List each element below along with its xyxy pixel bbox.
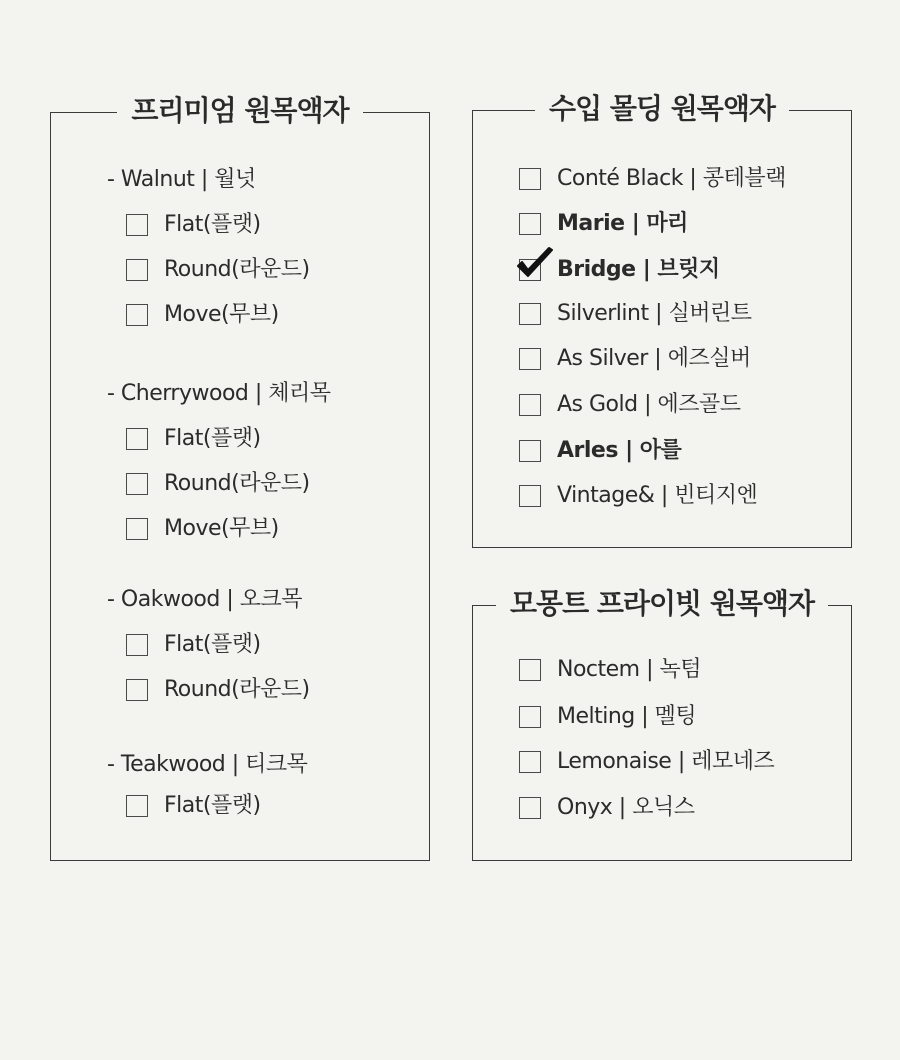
checkbox[interactable] [126,428,148,450]
group-teakwood-heading: - Teakwood | 티크목 [107,752,308,777]
checkmark-icon [516,246,556,282]
option-bridge[interactable]: Bridge | 브릿지 [519,255,720,285]
option-as-gold[interactable]: As Gold | 에즈골드 [519,390,741,420]
option-cherrywood-move[interactable]: Move(무브) [126,514,279,544]
option-onyx[interactable]: Onyx | 오닉스 [519,793,694,823]
option-cherrywood-flat[interactable]: Flat(플랫) [126,424,261,454]
option-as-silver[interactable]: As Silver | 에즈실버 [519,344,751,374]
option-teakwood-flat[interactable]: Flat(플랫) [126,791,261,821]
option-silverlint[interactable]: Silverlint | 실버린트 [519,299,752,329]
checkbox[interactable] [126,304,148,326]
group-oakwood-heading: - Oakwood | 오크목 [107,587,303,612]
option-vintage[interactable]: Vintage& | 빈티지엔 [519,481,757,511]
checkbox[interactable] [519,348,541,370]
option-oakwood-flat[interactable]: Flat(플랫) [126,630,261,660]
option-noctem[interactable]: Noctem | 녹텀 [519,655,701,685]
group-walnut-heading: - Walnut | 월넛 [107,167,256,192]
checkbox[interactable] [519,485,541,507]
premium-frame-panel [50,94,430,861]
checkbox[interactable] [519,706,541,728]
checkbox-checked[interactable] [519,259,541,281]
checkbox[interactable] [126,214,148,236]
option-oakwood-round[interactable]: Round(라운드) [126,675,310,705]
checkbox[interactable] [519,303,541,325]
option-lemonaise[interactable]: Lemonaise | 레모네즈 [519,747,774,777]
option-conte-black[interactable]: Conté Black | 콩테블랙 [519,164,786,194]
option-arles[interactable]: Arles | 아를 [519,436,681,466]
option-walnut-flat[interactable]: Flat(플랫) [126,210,261,240]
momont-frame-panel [472,587,852,861]
checkbox[interactable] [519,394,541,416]
checkbox[interactable] [519,213,541,235]
checkbox[interactable] [126,518,148,540]
group-cherrywood-heading: - Cherrywood | 체리목 [107,381,331,406]
checkbox[interactable] [126,679,148,701]
option-walnut-move[interactable]: Move(무브) [126,300,279,330]
option-cherrywood-round[interactable]: Round(라운드) [126,469,310,499]
momont-panel-title: 모몽트 프라이빗 원목액자 [473,584,851,624]
checkbox[interactable] [126,634,148,656]
premium-panel-title: 프리미엄 원목액자 [51,91,429,131]
checkbox[interactable] [126,473,148,495]
checkbox[interactable] [519,659,541,681]
checkbox[interactable] [126,795,148,817]
imported-panel-title: 수입 몰딩 원목액자 [473,89,851,129]
option-melting[interactable]: Melting | 멜팅 [519,702,696,732]
imported-frame-panel [472,92,852,548]
checkbox[interactable] [519,440,541,462]
option-marie[interactable]: Marie | 마리 [519,209,688,239]
option-walnut-round[interactable]: Round(라운드) [126,255,310,285]
checkbox[interactable] [519,751,541,773]
checkbox[interactable] [519,168,541,190]
checkbox[interactable] [126,259,148,281]
checkbox[interactable] [519,797,541,819]
